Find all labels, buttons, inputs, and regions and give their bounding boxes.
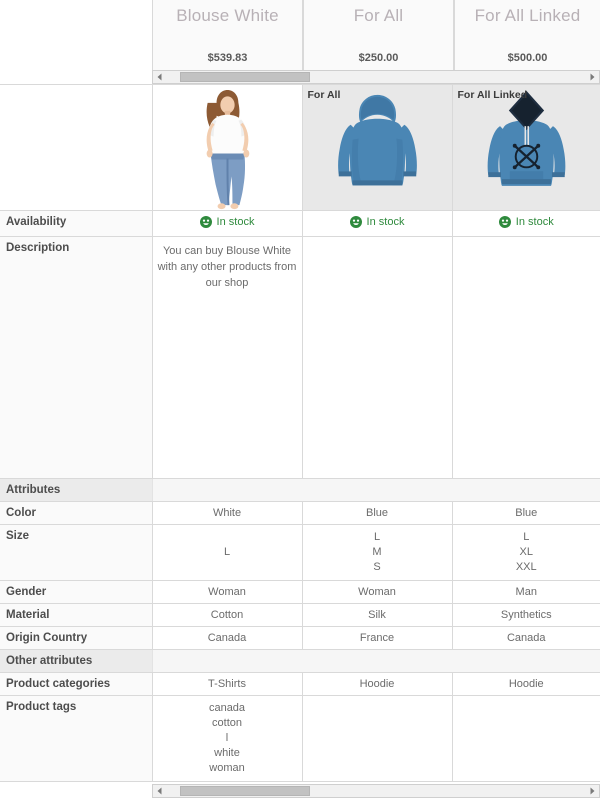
product-title[interactable]: For All Linked <box>474 6 581 25</box>
value-line: L <box>373 531 381 543</box>
product-price: $500.00 <box>507 52 548 64</box>
blue-hoodie-back-image <box>303 85 452 210</box>
value-line: l <box>225 732 229 744</box>
origin-cell-1: Canada <box>152 627 302 650</box>
size-cell-3 <box>452 525 600 581</box>
smiley-face-icon <box>200 216 212 228</box>
product-image-3[interactable] <box>452 85 600 211</box>
tags-cell-3 <box>452 696 600 782</box>
product-price: $250.00 <box>358 52 399 64</box>
scrollbar-thumb[interactable] <box>180 786 310 796</box>
value-line: S <box>373 561 381 573</box>
row-label-product-tags: Product tags <box>0 696 152 782</box>
table-row-product-categories <box>0 673 600 696</box>
status-badge <box>200 216 255 228</box>
description-cell-1: You can buy Blouse White with any other products from our shop <box>152 237 302 479</box>
row-label-color: Color <box>0 502 152 525</box>
scrollbar-track[interactable] <box>166 71 586 83</box>
value-line: M <box>372 546 382 558</box>
value-line: canada <box>208 702 246 714</box>
value-line: white <box>214 747 240 759</box>
origin-cell-3: Canada <box>452 627 600 650</box>
availability-cell-2 <box>302 211 452 237</box>
header-label-spacer <box>0 0 153 70</box>
status-badge <box>499 216 554 228</box>
scrollbar-track[interactable] <box>166 785 586 797</box>
categories-cell-2[interactable]: Hoodie <box>302 673 452 696</box>
smiley-face-icon <box>350 216 362 228</box>
availability-text: In stock <box>366 216 405 228</box>
blue-hoodie-front-image <box>453 85 600 208</box>
section-header-other-attributes <box>0 650 600 673</box>
scrollbar-thumb[interactable] <box>180 72 310 82</box>
value-line: L <box>523 531 530 543</box>
value-line: XXL <box>515 561 537 573</box>
product-image-1[interactable] <box>152 85 302 211</box>
categories-cell-1[interactable]: T-Shirts <box>152 673 302 696</box>
gender-cell-3: Man <box>452 581 600 604</box>
material-cell-2: Silk <box>302 604 452 627</box>
comparison-body <box>0 84 600 782</box>
table-row-color <box>0 502 600 525</box>
section-label-other-attributes: Other attributes <box>0 650 152 673</box>
availability-text: In stock <box>515 216 554 228</box>
product-header-2 <box>303 0 454 70</box>
size-cell-1 <box>152 525 302 581</box>
color-cell-2: Blue <box>302 502 452 525</box>
table-row-description <box>0 237 600 479</box>
availability-cell-1 <box>152 211 302 237</box>
value-line: XL <box>519 546 533 558</box>
row-label-gender: Gender <box>0 581 152 604</box>
product-header-1 <box>152 0 303 70</box>
material-cell-3: Synthetics <box>452 604 600 627</box>
row-label-images <box>0 85 152 211</box>
product-title[interactable]: Blouse White <box>176 6 279 25</box>
scroll-left-arrow-icon[interactable] <box>153 71 166 83</box>
row-label-material: Material <box>0 604 152 627</box>
origin-cell-2: France <box>302 627 452 650</box>
row-label-origin-country: Origin Country <box>0 627 152 650</box>
row-label-description: Description <box>0 237 152 479</box>
description-cell-2 <box>302 237 452 479</box>
horizontal-scrollbar-bottom[interactable] <box>152 784 600 798</box>
product-image-2[interactable] <box>302 85 452 211</box>
material-cell-1: Cotton <box>152 604 302 627</box>
color-cell-3: Blue <box>452 502 600 525</box>
table-row-product-tags <box>0 696 600 782</box>
gender-cell-1: Woman <box>152 581 302 604</box>
comparison-header <box>0 0 600 70</box>
color-cell-1: White <box>152 502 302 525</box>
product-title[interactable]: For All <box>353 6 404 25</box>
blouse-white-model-image <box>153 85 302 210</box>
tags-cell-2 <box>302 696 452 782</box>
smiley-face-icon <box>499 216 511 228</box>
tags-cell-1[interactable] <box>152 696 302 782</box>
gender-cell-2: Woman <box>302 581 452 604</box>
table-row-gender <box>0 581 600 604</box>
row-label-availability: Availability <box>0 211 152 237</box>
table-row-material <box>0 604 600 627</box>
value-line: woman <box>209 762 245 774</box>
availability-text: In stock <box>216 216 255 228</box>
product-price: $539.83 <box>207 52 248 64</box>
status-badge <box>350 216 405 228</box>
product-image-caption: For All <box>307 89 341 101</box>
description-cell-3 <box>452 237 600 479</box>
table-row-origin-country <box>0 627 600 650</box>
section-header-attributes <box>0 479 600 502</box>
section-fill <box>152 479 600 502</box>
comparison-table <box>0 84 600 782</box>
categories-cell-3[interactable]: Hoodie <box>452 673 600 696</box>
row-label-product-categories: Product categories <box>0 673 152 696</box>
scroll-left-arrow-icon[interactable] <box>153 785 166 797</box>
product-image-caption: For All Linked <box>457 89 528 101</box>
value-line: L <box>223 546 231 558</box>
size-cell-2 <box>302 525 452 581</box>
table-row-availability <box>0 211 600 237</box>
availability-cell-3 <box>452 211 600 237</box>
row-label-size: Size <box>0 525 152 581</box>
horizontal-scrollbar-top[interactable] <box>152 70 600 84</box>
scroll-right-arrow-icon[interactable] <box>586 71 599 83</box>
section-label-attributes: Attributes <box>0 479 152 502</box>
section-fill <box>152 650 600 673</box>
value-line: cotton <box>212 717 242 729</box>
table-row-images <box>0 85 600 211</box>
scroll-right-arrow-icon[interactable] <box>586 785 599 797</box>
table-row-size <box>0 525 600 581</box>
product-header-3 <box>454 0 600 70</box>
